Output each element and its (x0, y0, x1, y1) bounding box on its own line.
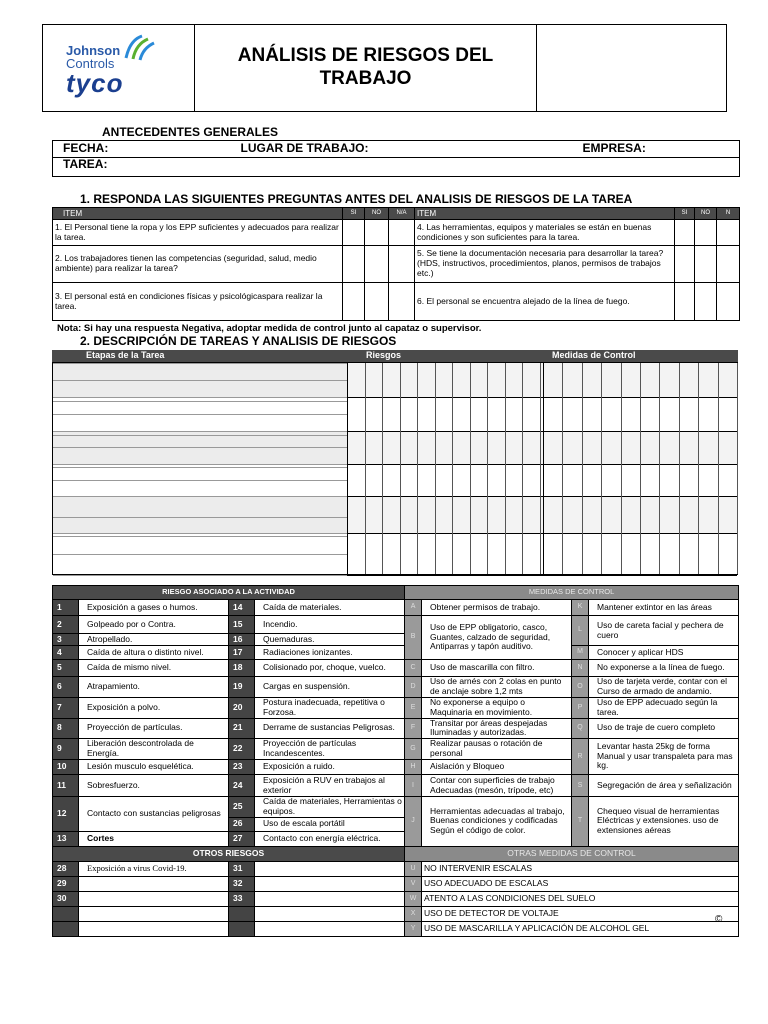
task-row-line (53, 533, 347, 534)
task-grid-column-line (543, 363, 544, 574)
measure-text: Segregación de área y señalización (589, 775, 739, 797)
answer-si[interactable] (675, 283, 695, 321)
risk-text: Caída de mismo nivel. (79, 660, 229, 677)
measure-text: Mantener extintor en las áreas (589, 600, 739, 616)
logo (42, 24, 195, 112)
measure-letter: N (572, 660, 589, 677)
copyright-icon: © (715, 914, 723, 925)
measure-letter: M (572, 646, 589, 660)
answer-na[interactable] (717, 246, 740, 283)
measure-letter: B (405, 616, 422, 660)
measure-text: Obtener permisos de trabajo. (422, 600, 572, 616)
risk-number: 15 (229, 616, 255, 634)
risk-text: Caída de materiales. (255, 600, 405, 616)
measure-letter: D (405, 677, 422, 698)
question-5: 5. Se tiene la documentación necesaria para desarrollar la tarea? (HDS, instructivos, procedimientos, planos, permisos de trabajos etc.) (415, 246, 675, 283)
na-header-left: N/A (389, 208, 415, 220)
risk-number: 25 (229, 797, 255, 818)
risk-number: 10 (53, 760, 79, 775)
task-grid-column-line (582, 363, 583, 574)
measure-text: Realizar pausas o rotación de personal (422, 739, 572, 760)
task-grid-column-line (417, 363, 418, 574)
otras-medidas-header: OTRAS MEDIDAS DE CONTROL (405, 846, 739, 861)
item-header-left: ITEM (53, 208, 343, 220)
answer-na[interactable] (717, 220, 740, 246)
task-group-divider (347, 575, 737, 576)
risk-text: Liberación descontrolada de Energía. (79, 739, 229, 760)
task-grid-column-line (487, 363, 488, 574)
questions-section-title: 1. RESPONDA LAS SIGUIENTES PREGUNTAS ANTES DEL ANALISIS DE RIESGOS DE LA TAREA (80, 192, 633, 206)
other-measure-letter: Y (405, 921, 422, 936)
task-grid-column-line (382, 363, 383, 574)
risk-text: Cortes (79, 831, 229, 846)
task-row-line (53, 380, 347, 381)
measure-text: Herramientas adecuadas al trabajo, Buenas condiciones y codificadas Según el código de color. (422, 797, 572, 847)
answer-na[interactable] (717, 283, 740, 321)
other-risk-number: 33 (229, 891, 255, 906)
si-header-left: SI (343, 208, 365, 220)
task-row-line (53, 575, 347, 576)
answer-no[interactable] (365, 246, 389, 283)
task-grid-column-line (621, 363, 622, 574)
risk-text: Proyección de partículas Incandescentes. (255, 739, 405, 760)
control-header: MEDIDAS DE CONTROL (405, 586, 739, 600)
task-row-line (53, 480, 347, 481)
measure-text: Levantar hasta 25kg de forma Manual y usar transpaleta para mas kg. (589, 739, 739, 775)
risk-number: 16 (229, 634, 255, 646)
risk-text: Quemaduras. (255, 634, 405, 646)
other-risk-text[interactable]: Exposición a virus Covid-19. (79, 861, 229, 876)
measure-text: Uso de arnés con 2 colas en punto de anclaje sobre 1,2 mts (422, 677, 572, 698)
task-row-line (53, 435, 347, 436)
task-grid-column-line (347, 363, 348, 574)
other-risk-text[interactable] (79, 891, 229, 906)
risk-text: Sobresfuerzo. (79, 775, 229, 797)
task-row-line (53, 431, 347, 432)
answer-no[interactable] (695, 246, 717, 283)
riesgos-header: Riesgos (366, 350, 402, 360)
task-row-line (53, 496, 347, 497)
negative-answer-note: Nota: Si hay una respuesta Negativa, adoptar medida de control junto al capataz o supervisor. (57, 323, 482, 334)
measure-letter: O (572, 677, 589, 698)
etapas-header: Etapas de la Tarea (86, 350, 165, 360)
measure-letter: J (405, 797, 422, 847)
measure-text: Uso de mascarilla con filtro. (422, 660, 572, 677)
task-grid-column-line (522, 363, 523, 574)
question-2: 2. Los trabajadores tienen las competencias (seguridad, salud, medio ambiente) para realizar la tarea? (53, 246, 343, 283)
other-risk-number (53, 906, 79, 921)
risk-number: 22 (229, 739, 255, 760)
measure-text: Uso de EPP obligatorio, casco, Guantes, calzado de seguridad, Antiparras y tapón auditivo. (422, 616, 572, 660)
tarea-label: TAREA: (53, 158, 740, 177)
other-risk-number: 32 (229, 876, 255, 891)
lugar-label: LUGAR DE TRABAJO: (231, 141, 581, 158)
risk-number: 24 (229, 775, 255, 797)
risk-number: 12 (53, 797, 79, 832)
risk-text: Exposición a RUV en trabajos al exterior (255, 775, 405, 797)
other-measure-text[interactable]: USO DE MASCARILLA Y APLICACIÓN DE ALCOHOL GEL (422, 921, 739, 936)
risk-number: 3 (53, 634, 79, 646)
measure-text: Uso de EPP adecuado según la tarea. (589, 697, 739, 718)
logo-controls-text: Controls (66, 56, 115, 71)
task-grid-column-line (365, 363, 366, 574)
other-risk-number (53, 921, 79, 936)
task-grid-column-line (470, 363, 471, 574)
risk-number: 18 (229, 660, 255, 677)
task-grid-column-line (505, 363, 506, 574)
task-row-line (53, 464, 347, 465)
risk-text: Atrapamiento. (79, 677, 229, 698)
empresa-label: EMPRESA: (581, 141, 740, 158)
logo-swoosh-icon (122, 34, 156, 62)
measure-letter: P (572, 697, 589, 718)
other-risk-text[interactable] (79, 921, 229, 936)
measure-text: Uso de tarjeta verde, contar con el Curso de armado de andamio. (589, 677, 739, 698)
measure-letter: A (405, 600, 422, 616)
answer-na[interactable] (389, 220, 415, 246)
risk-reference-table (52, 585, 739, 937)
other-measure-letter: U (405, 861, 422, 876)
risk-number: 4 (53, 646, 79, 660)
risk-text: Postura inadecuada, repetitiva o Forzosa. (255, 697, 405, 718)
questions-table (52, 207, 740, 321)
risk-text: Caída de altura o distinto nivel. (79, 646, 229, 660)
task-row-line (53, 397, 347, 398)
risk-text: Exposición a gases o humos. (79, 600, 229, 616)
other-measure-text[interactable]: ATENTO A LAS CONDICIONES DEL SUELO (422, 891, 739, 906)
other-risk-text[interactable] (255, 861, 405, 876)
answer-si[interactable] (675, 246, 695, 283)
measure-text: Contar con superficies de trabajo Adecuadas (mesón, trípode, etc) (422, 775, 572, 797)
other-risk-number: 28 (53, 861, 79, 876)
other-measure-text[interactable]: USO DE DETECTOR DE VOLTAJE (422, 906, 739, 921)
risk-number: 5 (53, 660, 79, 677)
answer-na[interactable] (389, 246, 415, 283)
other-risk-number (229, 906, 255, 921)
risk-number: 1 (53, 600, 79, 616)
measure-letter: K (572, 600, 589, 616)
measure-letter: E (405, 697, 422, 718)
risk-number: 6 (53, 677, 79, 698)
risk-text: Contacto con sustancias peligrosas (79, 797, 229, 832)
other-risk-text[interactable] (255, 906, 405, 921)
task-row-line (53, 536, 347, 537)
risk-text: Lesión musculo esquelética. (79, 760, 229, 775)
risk-text: Atropellado. (79, 634, 229, 646)
risk-number: 7 (53, 697, 79, 718)
risk-text: Colisionado por, choque, vuelco. (255, 660, 405, 677)
question-4: 4. Las herramientas, equipos y materiales se están en buenas condiciones y son suficientes para la tarea. (415, 220, 675, 246)
task-row-line (53, 467, 347, 468)
risk-text: Cargas en suspensión. (255, 677, 405, 698)
other-measure-letter: V (405, 876, 422, 891)
risk-number: 21 (229, 718, 255, 739)
other-measure-letter: W (405, 891, 422, 906)
task-row-line (53, 447, 347, 448)
other-risk-text[interactable] (255, 921, 405, 936)
medidas-header: Medidas de Control (552, 350, 636, 360)
other-risk-number: 31 (229, 861, 255, 876)
logo-tyco-text: tyco (66, 68, 124, 98)
risk-text: Exposición a ruido. (255, 760, 405, 775)
other-risk-text[interactable] (79, 876, 229, 891)
task-grid-column-line (737, 363, 738, 574)
risk-number: 8 (53, 718, 79, 739)
other-risk-number: 29 (53, 876, 79, 891)
measure-text: Conocer y aplicar HDS (589, 646, 739, 660)
other-risk-text[interactable] (255, 891, 405, 906)
measure-letter: R (572, 739, 589, 775)
task-grid-column-line (718, 363, 719, 574)
other-measure-letter: X (405, 906, 422, 921)
task-grid-column-line (452, 363, 453, 574)
measure-letter: S (572, 775, 589, 797)
no-header-right: NO (695, 208, 717, 220)
task-row-line (53, 401, 347, 402)
measure-text: No exponerse a la línea de fuego. (589, 660, 739, 677)
question-1: 1. El Personal tiene la ropa y los EPP suficientes y adecuados para realizar la tarea. (53, 220, 343, 246)
task-grid-column-line (601, 363, 602, 574)
tasks-section-title: 2. DESCRIPCIÓN DE TAREAS Y ANALISIS DE RIESGOS (80, 334, 397, 348)
fecha-label: FECHA: (53, 141, 231, 158)
risk-text: Incendio. (255, 616, 405, 634)
risk-number: 20 (229, 697, 255, 718)
task-grid-column-line (659, 363, 660, 574)
general-section-title: ANTECEDENTES GENERALES (102, 125, 279, 139)
risk-header: RIESGO ASOCIADO A LA ACTIVIDAD (53, 586, 405, 600)
answer-no[interactable] (365, 283, 389, 321)
other-risk-number: 30 (53, 891, 79, 906)
answer-si[interactable] (343, 246, 365, 283)
task-grid-column-line (698, 363, 699, 574)
answer-si[interactable] (343, 220, 365, 246)
risk-number: 14 (229, 600, 255, 616)
document-title: ANÁLISIS DE RIESGOS DEL TRABAJO (237, 45, 494, 89)
risk-number: 13 (53, 831, 79, 846)
task-row-line (53, 554, 347, 555)
other-risk-number (229, 921, 255, 936)
measure-letter: H (405, 760, 422, 775)
measure-text: Transitar por áreas despejadas Iluminadas y autorizadas. (422, 718, 572, 739)
measure-letter: F (405, 718, 422, 739)
item-header-right: ITEM (415, 208, 675, 220)
answer-na[interactable] (389, 283, 415, 321)
otros-riesgos-header: OTROS RIESGOS (53, 846, 405, 861)
measure-text: No exponerse a equipo o Maquinaria en movimiento. (422, 697, 572, 718)
risk-text: Exposición a polvo. (79, 697, 229, 718)
risk-text: Golpeado por o Contra. (79, 616, 229, 634)
risk-text: Caída de materiales, Herramientas o equipos. (255, 797, 405, 818)
measure-letter: I (405, 775, 422, 797)
logo-johnson-text: Johnson (66, 43, 121, 58)
measure-letter: T (572, 797, 589, 847)
task-grid-column-line (540, 363, 541, 574)
risk-number: 17 (229, 646, 255, 660)
task-row-band (53, 496, 347, 533)
measure-text: Uso de careta facial y pechera de cuero (589, 616, 739, 646)
other-measure-text[interactable]: NO INTERVENIR ESCALAS (422, 861, 739, 876)
task-analysis-grid[interactable] (52, 362, 738, 575)
risk-number: 9 (53, 739, 79, 760)
task-row-line (53, 517, 347, 518)
answer-no[interactable] (695, 220, 717, 246)
measure-letter: Q (572, 718, 589, 739)
risk-text: Uso de escala portátil (255, 817, 405, 831)
measure-letter: G (405, 739, 422, 760)
task-row-line (53, 363, 347, 364)
risk-number: 2 (53, 616, 79, 634)
other-measure-text[interactable]: USO ADECUADO DE ESCALAS (422, 876, 739, 891)
measure-text: Chequeo visual de herramientas Eléctricas y extensiones. uso de extensiones aéreas (589, 797, 739, 847)
measure-letter: C (405, 660, 422, 677)
other-risk-text[interactable] (79, 906, 229, 921)
answer-si[interactable] (343, 283, 365, 321)
answer-si[interactable] (675, 220, 695, 246)
risk-number: 11 (53, 775, 79, 797)
answer-no[interactable] (365, 220, 389, 246)
tasks-header-bar (52, 350, 738, 362)
risk-number: 19 (229, 677, 255, 698)
risk-text: Derrame de sustancias Peligrosas. (255, 718, 405, 739)
task-grid-column-line (562, 363, 563, 574)
measure-letter: L (572, 616, 589, 646)
question-3: 3. El personal está en condiciones físicas y psicológicaspara realizar la tarea. (53, 283, 343, 321)
risk-number: 23 (229, 760, 255, 775)
measure-text: Aislación y Bloqueo (422, 760, 572, 775)
title-cell (195, 24, 537, 112)
task-grid-column-line (400, 363, 401, 574)
general-table (52, 140, 740, 177)
risk-text: Radiaciones ionizantes. (255, 646, 405, 660)
answer-no[interactable] (695, 283, 717, 321)
risk-text: Proyección de partículas. (79, 718, 229, 739)
no-header-left: NO (365, 208, 389, 220)
other-risk-text[interactable] (255, 876, 405, 891)
n-header-right: N (717, 208, 740, 220)
task-grid-column-line (640, 363, 641, 574)
question-6: 6. El personal se encuentra alejado de la línea de fuego. (415, 283, 675, 321)
risk-text: Contacto con energía eléctrica. (255, 831, 405, 846)
risk-number: 27 (229, 831, 255, 846)
si-header-right: SI (675, 208, 695, 220)
task-grid-column-line (435, 363, 436, 574)
measure-text: Uso de traje de cuero completo (589, 718, 739, 739)
task-grid-column-line (679, 363, 680, 574)
risk-number: 26 (229, 817, 255, 831)
task-row-line (53, 414, 347, 415)
